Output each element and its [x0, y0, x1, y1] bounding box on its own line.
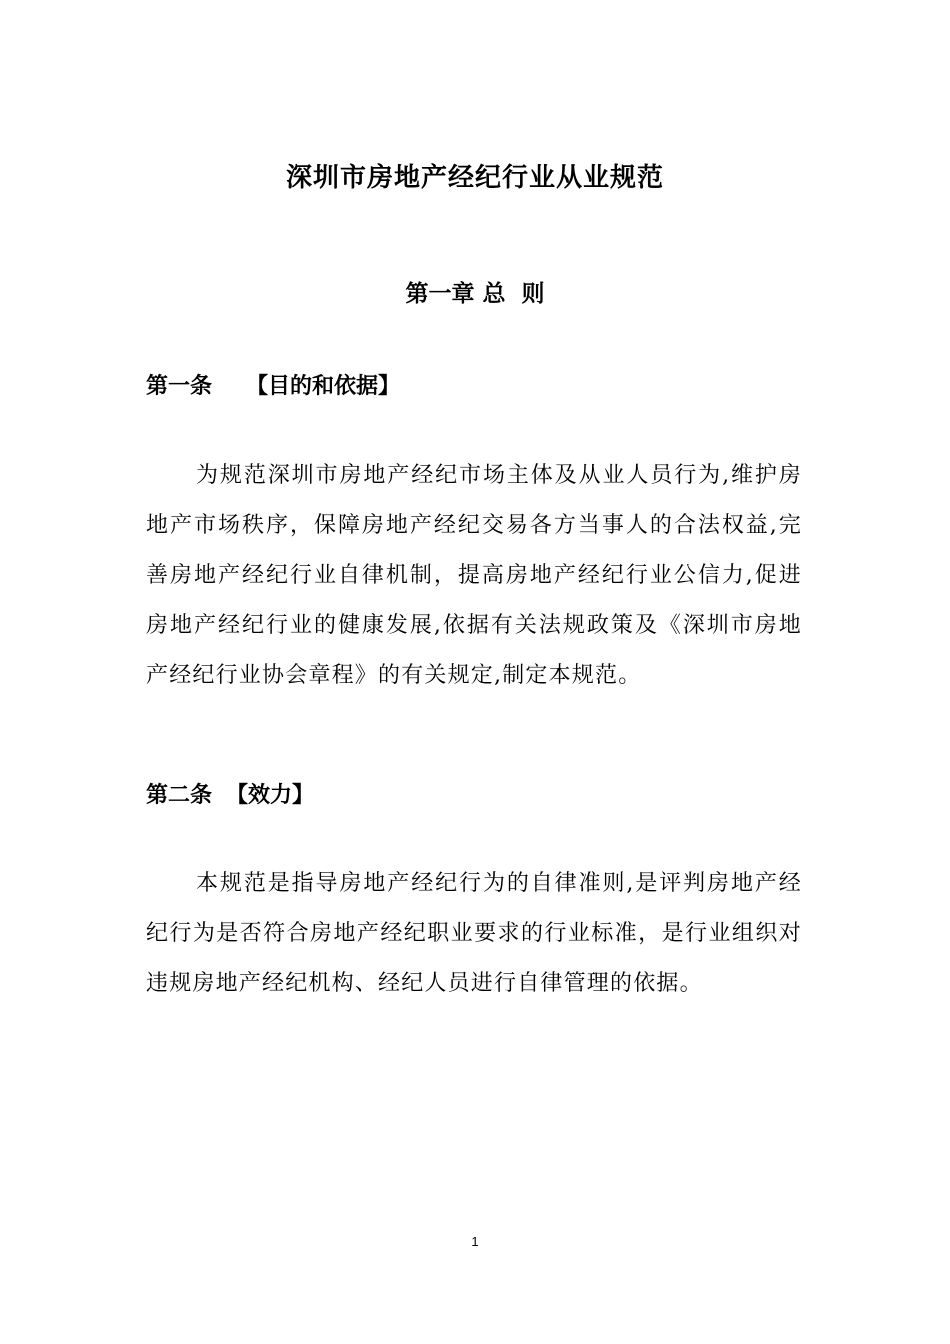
- article-2-body: 本规范是指导房地产经纪行为的自律准则,是评判房地产经纪行为是否符合房地产经纪职业要求的行业标准，是行业组织对违规房地产经纪机构、经纪人员进行自律管理的依据。: [146, 871, 802, 996]
- chapter-title: 第一章 总 则: [405, 280, 545, 307]
- document-title: 深圳市房地产经纪行业从业规范: [285, 163, 664, 193]
- page-number: 1: [471, 1234, 479, 1249]
- article-2-number: 第二条: [146, 782, 213, 808]
- article-1-body: 为规范深圳市房地产经纪市场主体及从业人员行为,维护房地产市场秩序，保障房地产经纪交易各方当事人的合法权益,完善房地产经纪行业自律机制，提高房地产经纪行业公信力,促进房地产经纪行业的健康发展,依据有关法规政策及《深圳市房地产经纪行业协会章程》的有关规定,制定本规范。: [146, 463, 802, 688]
- article-2-heading: [146, 775, 314, 815]
- article-1-title: 【目的和依据】: [246, 373, 401, 399]
- article-1-heading: [146, 366, 400, 406]
- article-1-number: 第一条: [146, 373, 213, 399]
- article-2-title: 【效力】: [226, 782, 315, 808]
